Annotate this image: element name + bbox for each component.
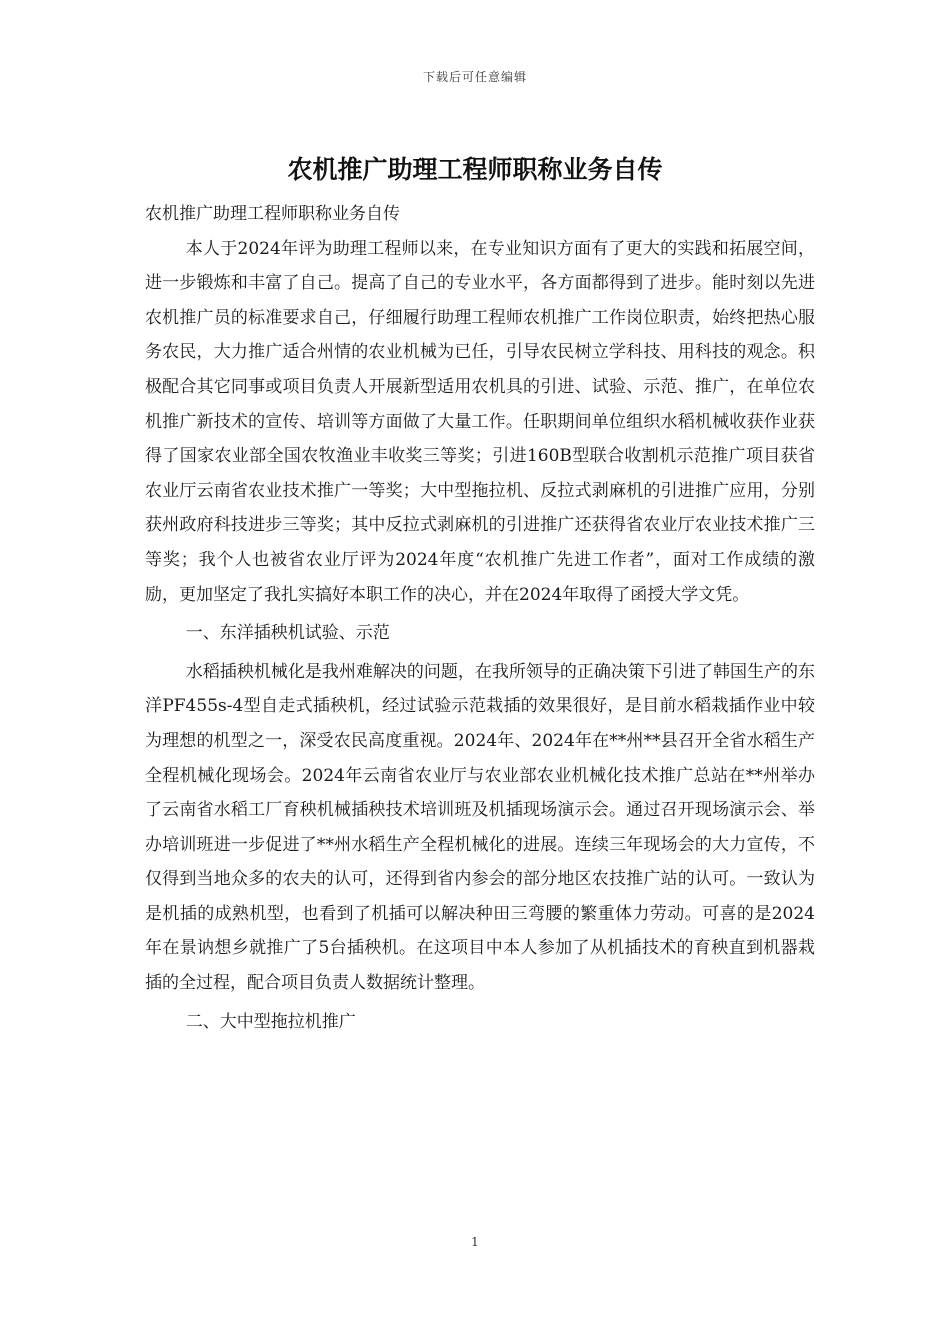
document-body — [145, 197, 815, 1039]
header-note: 下载后可任意编辑 — [422, 70, 527, 84]
paragraph-intro: 本人于2024年评为助理工程师以来，在专业知识方面有了更大的实践和拓展空间，进一步锻炼和丰富了自己。提高了自己的专业水平，各方面都得到了进步。能时刻以先进农机推广员的标准要求自己，仔细履行助理工程师农机推广工作岗位职责，始终把热心服务农民，大力推广适合州情的农业机械为已任，引导农民树立学科技、用科技的观念。积极配合其它同事或项目负责人开展新型适用农机具的引进、试验、示范、推广，在单位农机推广新技术的宣传、培训等方面做了大量工作。任职期间单位组织水稻机械收获作业获得了国家农业部全国农牧渔业丰收奖三等奖；引进160B型联合收割机示范推广项目获省农业厅云南省农业技术推广一等奖；大中型拖拉机、反拉式剥麻机的引进推广应用，分别获州政府科技进步三等奖；其中反拉式剥麻机的引进推广还获得省农业厅农业技术推广三等奖；我个人也被省农业厅评为2024年度“农机推广先进工作者”，面对工作成绩的激励，更加坚定了我扎实搞好本职工作的决心，并在2024年取得了函授大学文凭。 — [145, 238, 815, 605]
section-heading-1: 一、东洋插秧机试验、示范 — [185, 623, 390, 644]
document-subtitle: 农机推广助理工程师职称业务自传 — [145, 204, 400, 224]
section-heading-2: 二、大中型拖拉机推广 — [185, 1011, 356, 1032]
document-title: 农机推广助理工程师职称业务自传 — [287, 155, 663, 184]
paragraph-section-1: 水稻插秧机械化是我州难解决的问题，在我所领导的正确决策下引进了韩国生产的东洋PF455s-4型自走式插秧机，经过试验示范栽插的效果很好，是目前水稻栽插作业中较为理想的机型之一，深受农民高度重视。2024年、2024年在**州**县召开全省水稻生产全程机械化现场会。2024年云南省农业厅与农业部农业机械化技术推广总站在**州举办了云南省水稻工厂育秧机械插秧技术培训班及机插现场演示会。通过召开现场演示会、举办培训班进一步促进了**州水稻生产全程机械化的进展。连续三年现场会的大力宣传，不仅得到当地众多的农夫的认可，还得到省内参会的部分地区农技推广站的认可。一致认为是机插的成熟机型，也看到了机插可以解决种田三弯腰的繁重体力劳动。可喜的是2024年在景讷想乡就推广了5台插秧机。在这项目中本人参加了从机插技术的育秧直到机器栽插的全过程，配合项目负责人数据统计整理。 — [145, 661, 815, 994]
page-number: 1 — [471, 1235, 479, 1249]
